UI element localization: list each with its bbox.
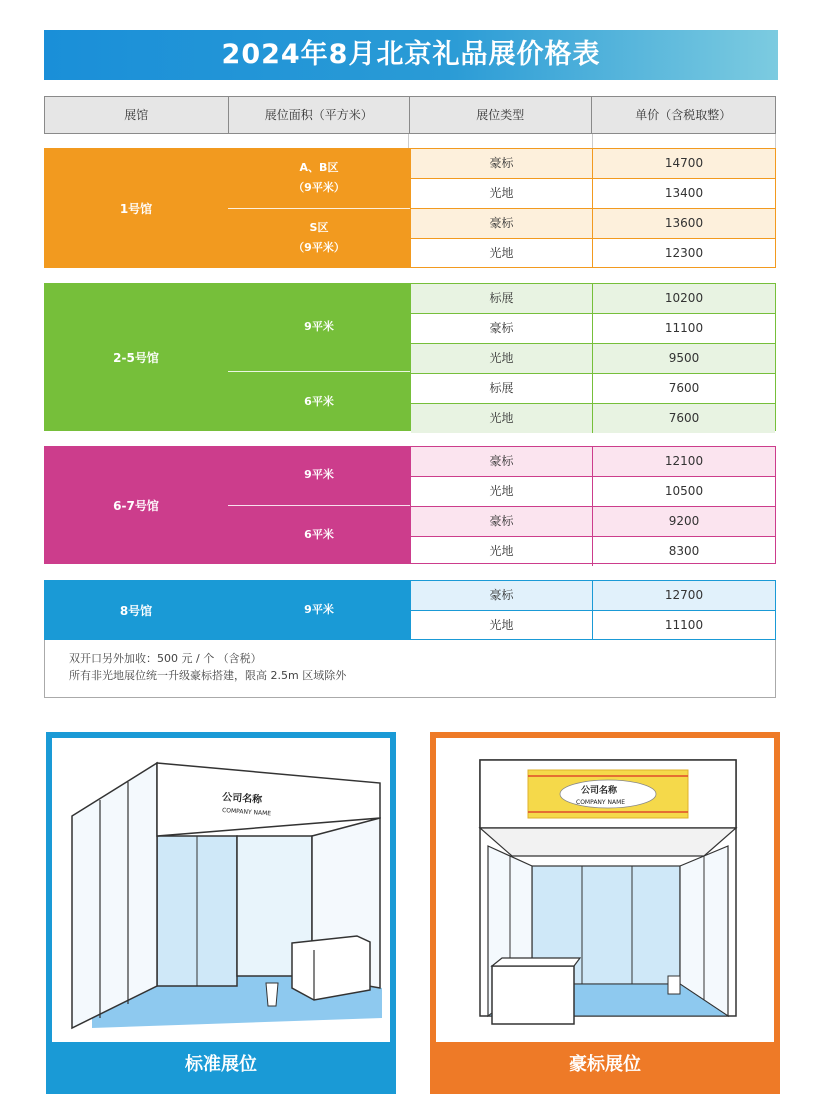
- type-cell: 豪标: [411, 447, 593, 476]
- area-cell: [228, 371, 410, 431]
- table-header: [44, 96, 776, 134]
- table-row: [411, 581, 775, 611]
- price-cell: 10200: [664, 291, 704, 305]
- price-cell: 12700: [664, 588, 704, 602]
- side-panel: [72, 763, 157, 1028]
- area-cell: [228, 505, 410, 565]
- info-counter: [292, 936, 370, 1000]
- area-line1: 9平米: [304, 468, 334, 482]
- luxury-booth-label: 豪标展位: [436, 1042, 774, 1088]
- type-cell: 光地: [411, 404, 593, 433]
- hall-name: 1号馆: [44, 148, 228, 268]
- fascia-name-en: COMPANY NAME: [221, 807, 272, 818]
- table-row: [411, 537, 775, 566]
- hall-name: 2-5号馆: [44, 283, 228, 431]
- area-line1: 9平米: [304, 603, 334, 616]
- info-counter: [492, 966, 574, 1024]
- type-cell: 光地: [411, 179, 593, 208]
- price-cell: 12300: [664, 246, 704, 260]
- note-line: 双开口另外加收：500 元 / 个 （含税）: [69, 652, 262, 665]
- hall-group-2: [44, 283, 776, 431]
- notes-box: [44, 640, 776, 698]
- table-row: [411, 284, 775, 314]
- standard-booth-label: 标准展位: [52, 1042, 390, 1088]
- counter-top: [492, 958, 580, 966]
- area-column: [228, 283, 410, 431]
- price-cell: 11100: [664, 618, 704, 632]
- area-column: [228, 148, 410, 268]
- table-row: [411, 149, 775, 179]
- table-row: [411, 404, 775, 433]
- header-spacer: [408, 134, 776, 148]
- area-cell: [228, 208, 410, 269]
- header-price: 单价（含税取整）: [592, 97, 776, 133]
- price-cell: 9500: [668, 351, 700, 365]
- area-cell: [228, 446, 410, 505]
- hall-group-1: [44, 148, 776, 268]
- price-cell: 13600: [664, 216, 704, 230]
- table-row: [411, 611, 775, 640]
- fascia-board: [157, 763, 380, 836]
- area-line1: 6平米: [304, 394, 334, 408]
- price-rows: [410, 446, 776, 564]
- table-row: [411, 447, 775, 477]
- standard-booth-illustration: [52, 738, 390, 1042]
- price-cell: 10500: [664, 484, 704, 498]
- price-cell: 12100: [664, 454, 704, 468]
- price-cell: 7600: [668, 381, 700, 395]
- header-truss: [480, 828, 736, 856]
- sign-name-cn: 公司名称: [581, 786, 618, 796]
- hall-name: 6-7号馆: [44, 446, 228, 564]
- type-cell: 光地: [411, 344, 593, 373]
- area-line2: （9平米）: [293, 241, 345, 255]
- price-rows: [410, 148, 776, 268]
- table-row: [411, 314, 775, 344]
- waste-bin: [668, 976, 680, 994]
- hall-group-3: [44, 446, 776, 564]
- type-cell: 光地: [411, 537, 593, 566]
- area-column: [228, 580, 410, 640]
- table-row: [411, 507, 775, 537]
- type-cell: 豪标: [411, 314, 593, 343]
- fascia-name-cn: 公司名称: [221, 792, 263, 806]
- table-row: [411, 179, 775, 209]
- area-cell: [228, 283, 410, 371]
- type-cell: 标展: [411, 284, 593, 313]
- price-rows: [410, 283, 776, 431]
- type-cell: 标展: [411, 374, 593, 403]
- table-row: [411, 239, 775, 268]
- luxury-booth-card: [430, 732, 780, 1094]
- page-title: 2024年8月北京礼品展价格表: [44, 30, 778, 80]
- type-cell: 豪标: [411, 507, 593, 536]
- price-rows: [410, 580, 776, 640]
- type-cell: 豪标: [411, 209, 593, 238]
- price-cell: 11100: [664, 321, 704, 335]
- type-cell: 光地: [411, 239, 593, 268]
- note-line: 所有非光地展位统一升级豪标搭建，限高 2.5m 区域除外: [69, 669, 347, 682]
- table-row: [411, 374, 775, 404]
- header-area: 展位面积（平方米）: [229, 97, 411, 133]
- hall-name: 8号馆: [44, 580, 228, 640]
- area-line1: 9平米: [304, 320, 334, 334]
- price-cell: 7600: [668, 411, 700, 425]
- price-cell: 14700: [664, 156, 704, 170]
- area-cell: [228, 148, 410, 208]
- header-type: 展位类型: [410, 97, 592, 133]
- area-line1: 6平米: [304, 527, 334, 541]
- type-cell: 光地: [411, 611, 593, 640]
- table-row: [411, 344, 775, 374]
- area-line1: A、B区: [299, 160, 339, 174]
- header-hall: 展馆: [45, 97, 229, 133]
- price-cell: 8300: [668, 544, 700, 558]
- luxury-booth-illustration: [436, 738, 774, 1042]
- sign-name-en: COMPANY NAME: [576, 799, 626, 806]
- type-cell: 豪标: [411, 149, 593, 178]
- table-row: [411, 477, 775, 507]
- area-line2: （9平米）: [293, 180, 345, 194]
- price-cell: 9200: [668, 514, 700, 528]
- area-cell: [228, 580, 410, 640]
- area-column: [228, 446, 410, 564]
- price-cell: 13400: [664, 186, 704, 200]
- table-row: [411, 209, 775, 239]
- type-cell: 豪标: [411, 581, 593, 610]
- standard-booth-card: [46, 732, 396, 1094]
- hall-group-4: [44, 580, 776, 640]
- type-cell: 光地: [411, 477, 593, 506]
- waste-bin: [266, 983, 278, 1006]
- area-line1: S区: [309, 221, 329, 235]
